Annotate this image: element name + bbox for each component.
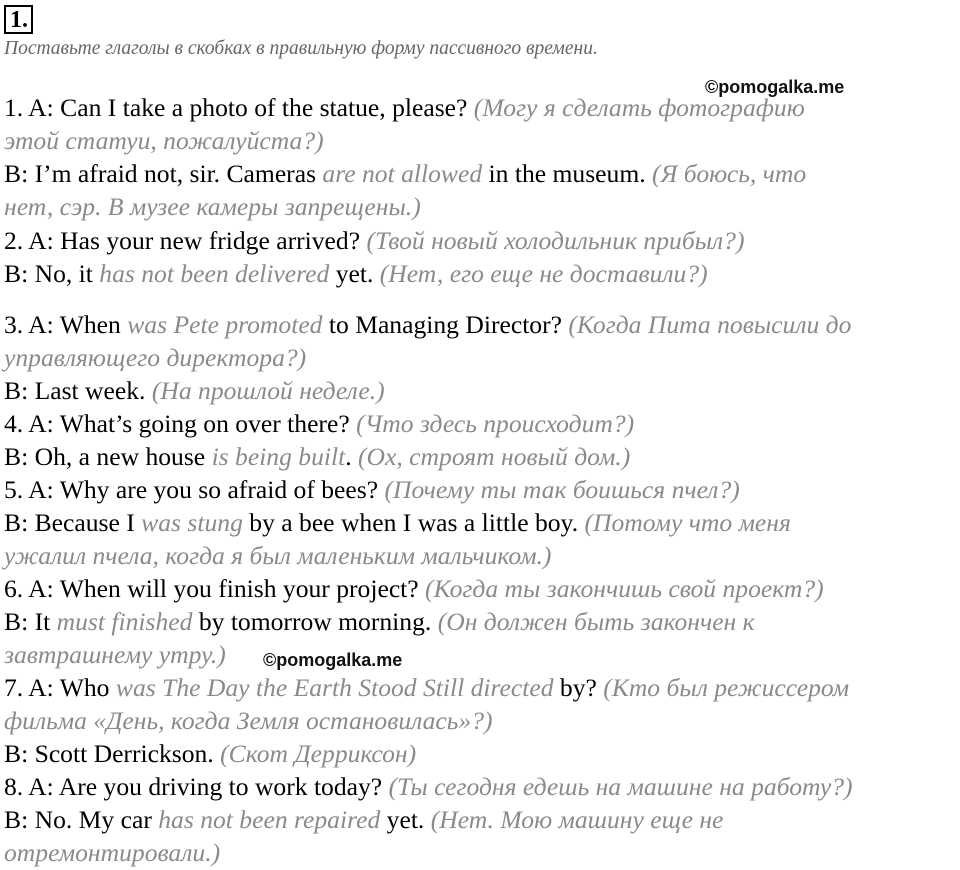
translation-text: (Ты сегодня едешь на машине на работу?) <box>388 772 853 801</box>
answer-text: has not been repaired <box>158 805 381 834</box>
text-line <box>4 341 306 374</box>
answer-text: are not allowed <box>322 159 483 188</box>
english-text: to Managing Director? <box>322 310 569 339</box>
english-text: B: I’m afraid not, sir. Cameras <box>4 159 323 188</box>
english-text: in the museum. <box>482 159 653 188</box>
exercise-number: 1. <box>4 5 33 34</box>
translation-text: (Потому что меня <box>584 508 791 537</box>
text-line <box>4 704 493 737</box>
english-text: B: Because I <box>4 508 142 537</box>
translation-text: (Я боюсь, что <box>652 159 807 188</box>
text-line <box>4 124 324 157</box>
text-line <box>4 506 791 539</box>
english-text: B: No, it <box>4 259 100 288</box>
translation-text: (Когда ты закончишь свой проект?) <box>425 574 824 603</box>
text-line <box>4 407 634 440</box>
translation-text: этой статуи, пожалуйста?) <box>4 126 324 155</box>
text-line <box>4 572 824 605</box>
translation-text: (Скот Дерриксон) <box>220 739 417 768</box>
translation-text: (Могу я сделать фотографию <box>473 93 805 122</box>
translation-text: (Кто был режиссером <box>603 673 850 702</box>
text-line <box>4 308 851 341</box>
english-text: 3. A: When <box>4 310 128 339</box>
answer-text: is being built <box>211 442 346 471</box>
english-text: B: No. My car <box>4 805 159 834</box>
english-text: by? <box>553 673 604 702</box>
watermark: ©pomogalka.me <box>705 77 845 97</box>
translation-text: управляющего директора?) <box>4 343 307 372</box>
text-line <box>4 473 740 506</box>
text-line <box>4 803 723 836</box>
answer-text: has not been delivered <box>99 259 330 288</box>
translation-text: (Нет. Мою машину еще не <box>430 805 724 834</box>
text-line <box>4 157 806 190</box>
instruction-text: Поставьте глаголы в скобках в правильную форму пассивного времени. <box>4 38 598 59</box>
translation-text: (Ох, строят новый дом.) <box>358 442 631 471</box>
translation-text: (Когда Пита повысили до <box>568 310 852 339</box>
text-line <box>4 190 421 223</box>
translation-text: (Что здесь происходит?) <box>356 409 635 438</box>
english-text: yet. <box>329 259 380 288</box>
translation-text: (Он должен быть закончен к <box>437 607 755 636</box>
translation-text: ужалил пчела, когда я был маленьким мальчиком.) <box>4 541 552 570</box>
translation-text: (Твой новый холодильник прибыл?) <box>366 226 745 255</box>
text-line <box>4 836 220 869</box>
english-text: B: It <box>4 607 57 636</box>
text-line <box>4 671 849 704</box>
english-text: 5. A: Why are you so afraid of bees? <box>4 475 385 504</box>
english-text: B: Scott Derrickson. <box>4 739 221 768</box>
answer-text: must finished <box>56 607 193 636</box>
text-line <box>4 638 226 671</box>
translation-text: (Почему ты так боишься пчел?) <box>384 475 740 504</box>
translation-text: (На прошлой неделе.) <box>151 376 385 405</box>
english-text: B: Oh, a new house <box>4 442 212 471</box>
english-text: . <box>345 442 359 471</box>
translation-text: отремонтировали.) <box>4 838 221 867</box>
english-text: 1. A: Can I take a photo of the statue, please? <box>4 93 474 122</box>
answer-text: was Pete promoted <box>127 310 323 339</box>
english-text: 2. A: Has your new fridge arrived? <box>4 226 367 255</box>
translation-text: фильма «День, когда Земля остановилась»?) <box>4 706 493 735</box>
text-line <box>4 539 551 572</box>
english-text: 8. A: Are you driving to work today? <box>4 772 389 801</box>
english-text: yet. <box>380 805 431 834</box>
english-text: by tomorrow morning. <box>192 607 438 636</box>
english-text: by a bee when I was a little boy. <box>242 508 585 537</box>
watermark: ©pomogalka.me <box>263 650 403 670</box>
text-line <box>4 770 853 803</box>
translation-text: завтрашнему утру.) <box>4 640 226 669</box>
answer-text: was The Day the Earth Stood Still directed <box>115 673 554 702</box>
translation-text: нет, сэр. В музее камеры запрещены.) <box>4 192 421 221</box>
text-line <box>4 374 385 407</box>
translation-text: (Нет, его еще не доставили?) <box>379 259 708 288</box>
text-line <box>4 257 708 290</box>
text-line <box>4 224 745 257</box>
text-line <box>4 737 416 770</box>
text-line <box>4 605 755 638</box>
text-line <box>4 91 805 124</box>
english-text: 6. A: When will you finish your project? <box>4 574 426 603</box>
english-text: 4. A: What’s going on over there? <box>4 409 357 438</box>
text-line <box>4 440 630 473</box>
answer-text: was stung <box>141 508 243 537</box>
english-text: B: Last week. <box>4 376 152 405</box>
english-text: 7. A: Who <box>4 673 116 702</box>
